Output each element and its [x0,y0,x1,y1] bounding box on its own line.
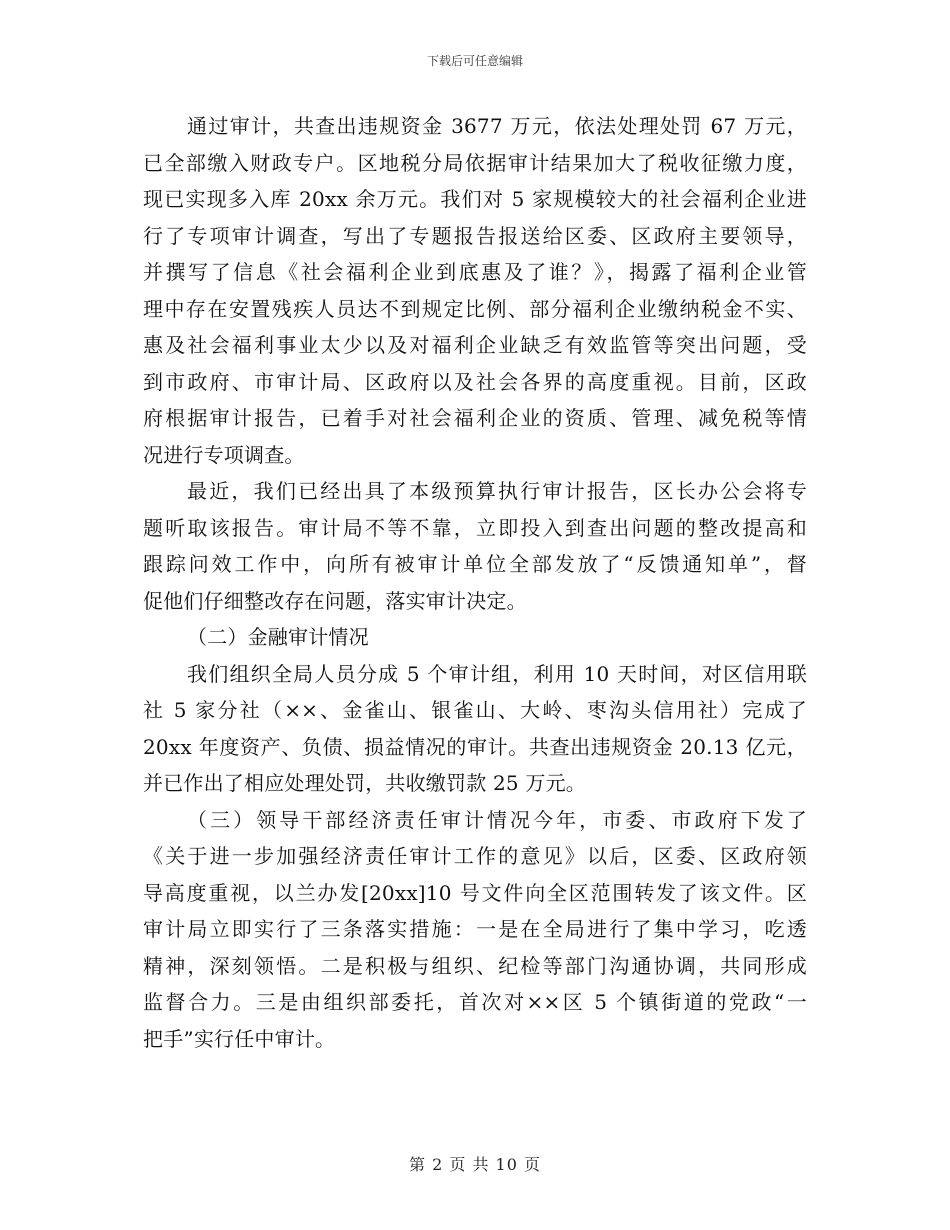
text-line: 审计局立即实行了三条落实措施：一是在全局进行了集中学习，吃透 [143,917,807,941]
page-header: 下载后可任意编辑 [426,54,523,68]
text-line: 导高度重视，以兰办发[20xx]10 号文件向全区范围转发了该文件。区 [143,880,807,905]
text-line: 跟踪问效工作中，向所有被审计单位全部发放了“反馈通知单”，督 [143,552,807,576]
text-line: 《关于进一步加强经济责任审计工作的意见》以后，区委、区政府领 [143,844,807,868]
text-line: 题听取该报告。审计局不等不靠，立即投入到查出问题的整改提高和 [143,515,807,540]
text-line: 已全部缴入财政专户。区地税分局依据审计结果加大了税收征缴力度， [143,150,807,175]
text-line: 通过审计，共查出违规资金 3677 万元，依法处理处罚 67 万元， [187,114,807,138]
section-heading: （二）金融审计情况 [187,625,369,649]
text-line: 况进行专项调查。 [143,442,305,467]
document-body [143,108,807,1057]
text-line: 行了专项审计调查，写出了专题报告报送给区委、区政府主要领导， [143,223,807,248]
text-line: 精神，深刻领悟。二是积极与组织、纪检等部门沟通协调，共同形成 [143,953,807,978]
text-line: 惠及社会福利事业太少以及对福利企业缺乏有效监管等突出问题，受 [143,333,807,357]
text-line: 现已实现多入库 20xx 余万元。我们对 5 家规模较大的社会福利企业进 [143,187,807,211]
text-line: 我们组织全局人员分成 5 个审计组，利用 10 天时间，对区信用联 [187,661,807,686]
text-line: 并已作出了相应处理处罚，共收缴罚款 25 万元。 [143,771,586,795]
section-heading: （三）领导干部经济责任审计情况今年，市委、市政府下发了 [187,807,807,832]
text-line: 20xx 年度资产、负债、损益情况的审计。共查出违规资金 20.13 亿元， [143,734,807,759]
text-line: 社 5 家分社（××、金雀山、银雀山、大岭、枣沟头信用社）完成了 [143,698,807,722]
text-line: 到市政府、市审计局、区政府以及社会各界的高度重视。目前，区政 [143,369,807,394]
text-line: 府根据审计报告，已着手对社会福利企业的资质、管理、减免税等情 [143,406,807,430]
text-line: 把手”实行任中审计。 [143,1026,336,1051]
text-line: 监督合力。三是由组织部委托，首次对××区 5 个镇街道的党政“一 [143,990,807,1014]
text-line: 并撰写了信息《社会福利企业到底惠及了谁？》，揭露了福利企业管 [143,260,807,284]
text-line: 理中存在安置残疾人员达不到规定比例、部分福利企业缴纳税金不实、 [143,296,807,321]
text-line: 促他们仔细整改存在问题，落实审计决定。 [143,588,527,613]
text-line: 最近，我们已经出具了本级预算执行审计报告，区长办公会将专 [187,479,807,503]
page-footer: 第 2 页 共 10 页 [409,1155,541,1174]
